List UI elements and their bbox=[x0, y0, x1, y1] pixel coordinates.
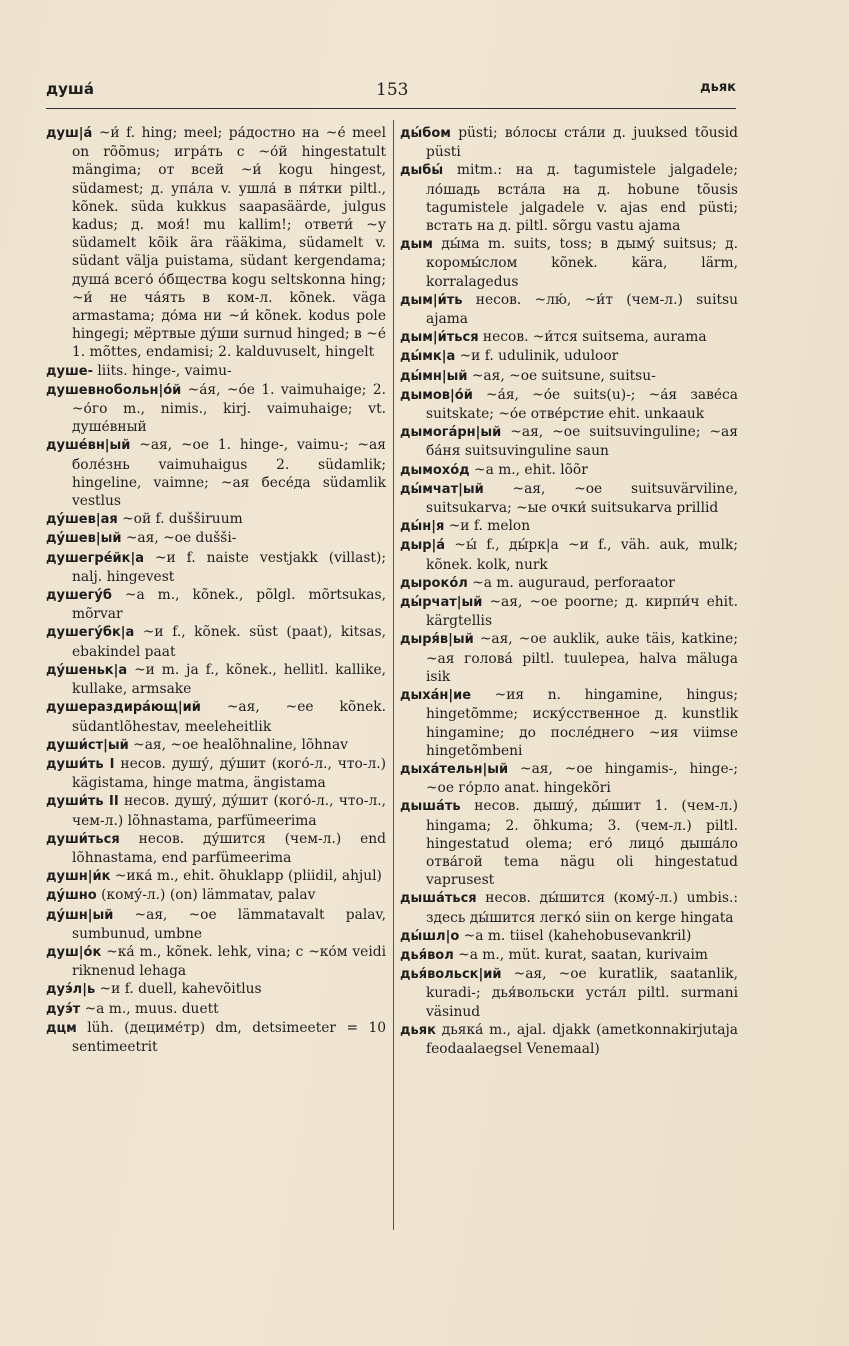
dictionary-entry bbox=[46, 529, 386, 548]
entry-headword: дым|и́ться bbox=[400, 330, 479, 346]
entry-definition: (кому́-л.) (on) lämmatav, palav bbox=[96, 887, 316, 904]
entry-definition: ~а m., kõnek., põlgl. mõrtsukas, mõrvar bbox=[72, 587, 386, 623]
dictionary-entry bbox=[46, 362, 386, 381]
entry-definition: дьяка́ m., ajal. djakk (ametkonnakirjutaja feodaalaegsel Venemaal) bbox=[426, 1021, 738, 1057]
entry-definition: ~и f. udulinik, uduloor bbox=[455, 348, 619, 365]
column-divider bbox=[393, 120, 394, 1230]
entry-headword: дыха́н|ие bbox=[400, 688, 472, 704]
entry-definition: ~ая, ~ое hingamis-, hinge-; ~ое го́рло anat. hingekõri bbox=[426, 760, 738, 797]
dictionary-entry bbox=[400, 760, 738, 797]
dictionary-entry bbox=[46, 124, 386, 362]
entry-definition: ~ая, ~ое auklik, auke täis, katkine; ~ая голова́ piltl. tuulepea, halva mäluga isik bbox=[426, 631, 738, 685]
dictionary-entry bbox=[400, 593, 738, 630]
entry-definition: несов. ~лю́, ~и́т (чем-л.) suitsu ajama bbox=[426, 291, 738, 328]
dictionary-entry bbox=[400, 1021, 738, 1058]
dictionary-entry bbox=[400, 686, 738, 760]
dictionary-entry bbox=[46, 661, 386, 698]
page-number: 153 bbox=[376, 80, 409, 100]
entry-definition: mitm.: на д. tagumistele jalgadele; ло́шадь вста́ла на д. hobune tõusis tagumistele jalgadele v. ajas end püsti; встать на д. piltl. sõrgu vastu ajama bbox=[426, 162, 738, 235]
entry-headword: ды́бом bbox=[400, 126, 451, 141]
dictionary-entry bbox=[400, 480, 738, 517]
entry-definition: ~ы́ f., ды́рк|а ~и f., väh. auk, mulk; kõnek. kolk, nurk bbox=[426, 537, 738, 573]
dictionary-entry bbox=[46, 381, 386, 437]
entry-headword: ды́мн|ый bbox=[400, 368, 468, 384]
dictionary-entry bbox=[46, 436, 386, 510]
entry-headword: дыбы́ bbox=[400, 163, 444, 179]
dictionary-entry bbox=[400, 889, 738, 926]
entry-headword: душ|а́ bbox=[46, 126, 93, 141]
dictionary-entry bbox=[400, 161, 738, 235]
entry-definition: несов. ду́шится (чем-л.) end lõhnastama, end parfümeerima bbox=[72, 830, 386, 866]
dictionary-entry bbox=[400, 328, 738, 347]
dictionary-entry bbox=[400, 536, 738, 573]
entry-definition: ~и f. melon bbox=[444, 518, 531, 535]
dictionary-entry bbox=[46, 549, 386, 586]
entry-headword: ду́шев|ая bbox=[46, 512, 118, 528]
entry-headword: ду́шно bbox=[46, 888, 97, 904]
entry-definition: несов. ~и́тся suitsema, aurama bbox=[478, 329, 707, 346]
entry-headword: дыша́ть bbox=[400, 799, 461, 815]
entry-headword: души́ть II bbox=[46, 794, 119, 810]
entry-definition: ~а m. tiisel (kahehobusevankril) bbox=[459, 927, 692, 944]
entry-definition: ~ая, ~ее kõnek. südantlõhestav, meeleheitlik bbox=[72, 699, 386, 735]
dictionary-entry bbox=[46, 792, 386, 829]
entry-headword: дья́вольск|ий bbox=[400, 967, 502, 983]
left-column bbox=[46, 124, 386, 1056]
dictionary-entry bbox=[400, 946, 738, 965]
entry-headword: дым bbox=[400, 237, 433, 253]
dictionary-entry bbox=[400, 367, 738, 386]
entry-definition: ~ика́ m., ehit. õhuklapp (pliidil, ahjul) bbox=[110, 868, 382, 885]
header-rule bbox=[46, 108, 736, 109]
entry-definition: ~ой f. dušširuum bbox=[117, 511, 243, 528]
entry-definition: ~а́я, ~о́е 1. vaimuhaige; 2. ~о́го m., nimis., kirj. vaimuhaige; vt. душе́вный bbox=[72, 381, 386, 436]
dictionary-entry bbox=[400, 574, 738, 593]
entry-headword: дымов|о́й bbox=[400, 387, 473, 403]
dictionary-entry bbox=[46, 867, 386, 886]
entry-headword: душе́вн|ый bbox=[46, 438, 131, 454]
dictionary-entry bbox=[400, 347, 738, 366]
entry-definition: ~а m., muus. duett bbox=[80, 1000, 219, 1017]
dictionary-entry bbox=[46, 698, 386, 735]
entry-headword: ды́шл|о bbox=[400, 928, 460, 944]
entry-definition: несов. душу́, ду́шит (кого́-л., что-л.) kägistama, hinge matma, ängistama bbox=[72, 755, 386, 792]
entry-definition: liits. hinge-, vaimu- bbox=[93, 362, 232, 379]
entry-headword: души́ст|ый bbox=[46, 737, 129, 753]
entry-headword: душевнобольн|о́й bbox=[46, 382, 182, 398]
entry-headword: души́ться bbox=[46, 831, 120, 847]
page-header bbox=[46, 80, 736, 106]
entry-headword: душе- bbox=[46, 363, 93, 379]
entry-headword: душегу́бк|а bbox=[46, 625, 135, 641]
dictionary-entry bbox=[400, 386, 738, 423]
entry-headword: ды́рчат|ый bbox=[400, 595, 483, 611]
dictionary-entry bbox=[400, 797, 738, 889]
entry-headword: дьяк bbox=[400, 1022, 436, 1038]
entry-headword: дымохо́д bbox=[400, 462, 470, 478]
dictionary-entry bbox=[46, 510, 386, 529]
entry-headword: ды́мк|а bbox=[400, 349, 456, 365]
dictionary-entry bbox=[400, 630, 738, 686]
entry-definition: ~а́я, ~о́е suits(u)-; ~а́я заве́са suitskate; ~о́е отве́рстие ehit. unkaauk bbox=[426, 386, 738, 423]
dictionary-entry bbox=[400, 517, 738, 536]
dictionary-entry bbox=[46, 906, 386, 943]
dictionary-entry bbox=[46, 886, 386, 905]
dictionary-entry bbox=[400, 423, 738, 460]
dictionary-entry bbox=[400, 461, 738, 480]
entry-definition: ~а m., ehit. lõõr bbox=[469, 461, 588, 478]
dictionary-entry bbox=[46, 755, 386, 792]
entry-headword: ду́шев|ый bbox=[46, 531, 122, 547]
entry-definition: püsti; во́лосы ста́ли д. juuksed tõusid püsti bbox=[426, 125, 738, 161]
entry-headword: душераздира́ющ|ий bbox=[46, 700, 201, 716]
entry-definition: ~ия n. hingamine, hingus; hingetõmme; иску́сственное д. kunstlik hingamine; до после́днего ~ия viimse hingetõmbeni bbox=[426, 687, 738, 759]
entry-headword: дуэ́т bbox=[46, 1001, 81, 1017]
entry-headword: душн|и́к bbox=[46, 869, 111, 885]
entry-headword: дыря́в|ый bbox=[400, 632, 474, 648]
entry-definition: ~ая, ~ое lämmatavalt palav, sumbunud, umbne bbox=[72, 906, 386, 942]
entry-definition: ~и́ f. hing; meel; ра́достно на ~е́ meel on rõõmus; игра́ть с ~о́й hingestatult mängima; от всей ~и́ kogu hingest, südamest; д. упа́ла v. ушла́ в пя́тки piltl., kõnek. süda kukkus saapasäärde, julgus kadus; д. моя́! mu kallim!; ответи́ ~у südamelt kõik ära rääkima, südamelt v. südant välja puistama, südant kergendama; душа́ всего́ о́бщества kogu seltskonna hing; ~и́ не ча́ять в ком-л. kõnek. väga armastama; до́ма ни ~и́ kõnek. kodus pole hingegi; мёртвые ду́ши surnud hinged; в ~е́ 1. mõttes, endamisi; 2. kalduvuselt, hingelt bbox=[72, 125, 386, 361]
entry-definition: ~и f. naiste vestjakk (villast); nalj. hingevest bbox=[72, 549, 386, 585]
dictionary-entry bbox=[400, 235, 738, 291]
dictionary-entry bbox=[400, 124, 738, 161]
entry-definition: несов. ды́шится (кому́-л.) umbis.: здесь ды́шится легко́ siin on kerge hingata bbox=[426, 890, 738, 926]
dictionary-entry bbox=[46, 1000, 386, 1019]
entry-headword: душегре́йк|а bbox=[46, 550, 144, 566]
entry-headword: дыша́ться bbox=[400, 891, 477, 907]
entry-definition: ~ая, ~ое suitsuvärviline, suitsukarva; ~ые очки́ suitsukarva prillid bbox=[426, 480, 738, 517]
entry-headword: ды́н|я bbox=[400, 519, 445, 535]
entry-headword: душегу́б bbox=[46, 588, 112, 604]
entry-definition: ~и f. duell, kahevõitlus bbox=[95, 981, 262, 998]
entry-headword: дымога́рн|ый bbox=[400, 425, 502, 441]
entry-headword: ды́мчат|ый bbox=[400, 481, 484, 497]
dictionary-entry bbox=[46, 623, 386, 660]
dictionary-entry bbox=[400, 291, 738, 328]
entry-definition: ~ая, ~ое dušši- bbox=[121, 530, 237, 547]
header-first-word: душа́ bbox=[46, 80, 94, 98]
dictionary-entry bbox=[46, 943, 386, 980]
entry-headword: дья́вол bbox=[400, 947, 454, 963]
entry-headword: души́ть I bbox=[46, 756, 115, 772]
header-last-word: дьяк bbox=[700, 80, 736, 95]
entry-headword: дым|и́ть bbox=[400, 292, 463, 308]
entry-headword: дыроко́л bbox=[400, 575, 468, 591]
entry-headword: дуэ́л|ь bbox=[46, 982, 96, 998]
entry-definition: ~ая, ~ое kuratlik, saatanlik, kuradi-; дья́вольски уста́л piltl. surmani väsinud bbox=[426, 966, 738, 1020]
dictionary-entry bbox=[400, 965, 738, 1021]
entry-definition: ~ая, ~ое 1. hinge-, vaimu-; ~ая боле́знь vaimuhaigus 2. südamlik; hingeline, vaimne; ~ая бесе́да südamlik vestlus bbox=[72, 437, 386, 510]
entry-headword: душ|о́к bbox=[46, 944, 102, 960]
dictionary-entry bbox=[46, 736, 386, 755]
entry-headword: дцм bbox=[46, 1020, 77, 1036]
entry-definition: ды́ма m. suits, toss; в дыму́ suitsus; д. коромы́слом kõnek. kära, lärm, korralagedus bbox=[426, 236, 738, 290]
entry-definition: ~и m. ja f., kõnek., hellitl. kallike, kullake, armsake bbox=[72, 661, 386, 698]
entry-definition: ~ка́ m., kõnek. lehk, vina; с ~ко́м veidi riknenud lehaga bbox=[72, 943, 386, 980]
dictionary-entry bbox=[46, 1019, 386, 1056]
entry-headword: дыр|а́ bbox=[400, 538, 446, 554]
entry-definition: ~и f., kõnek. süst (paat), kitsas, ebakindel paat bbox=[72, 624, 386, 660]
entry-headword: дыха́тельн|ый bbox=[400, 761, 509, 777]
entry-definition: несов. душу́, ду́шит (кого́-л., что-л., чем-л.) lõhnastama, parfümeerima bbox=[72, 793, 386, 829]
entry-definition: lüh. (дециме́тр) dm, detsimeeter = 10 sentimeetrit bbox=[72, 1019, 386, 1055]
entry-definition: ~ая, ~ое poorne; д. кирпи́ч ehit. kärgtellis bbox=[426, 594, 738, 630]
dictionary-entry bbox=[400, 927, 738, 946]
entry-definition: ~ая, ~ое healõhnaline, lõhnav bbox=[128, 736, 348, 753]
right-column bbox=[400, 124, 738, 1058]
dictionary-entry bbox=[46, 980, 386, 999]
entry-headword: ду́шеньк|а bbox=[46, 662, 128, 678]
entry-definition: ~ая, ~ое suitsune, suitsu- bbox=[467, 367, 656, 384]
entry-definition: несов. дышу́, ды́шит 1. (чем-л.) hingama; 2. õhkuma; 3. (чем-л.) piltl. hingestatud olema; его́ лицо́ дыша́ло отва́гой tema nägu oli hingestatud vaprusest bbox=[426, 798, 738, 889]
dictionary-entry bbox=[46, 586, 386, 623]
entry-definition: ~а m., müt. kurat, saatan, kurivaim bbox=[453, 946, 708, 963]
entry-definition: ~ая, ~ое suitsuvinguline; ~ая ба́ня suitsuvinguline saun bbox=[426, 424, 738, 460]
dictionary-entry bbox=[46, 830, 386, 867]
entry-definition: ~а m. auguraud, perforaator bbox=[467, 574, 675, 591]
entry-headword: ду́шн|ый bbox=[46, 907, 114, 923]
